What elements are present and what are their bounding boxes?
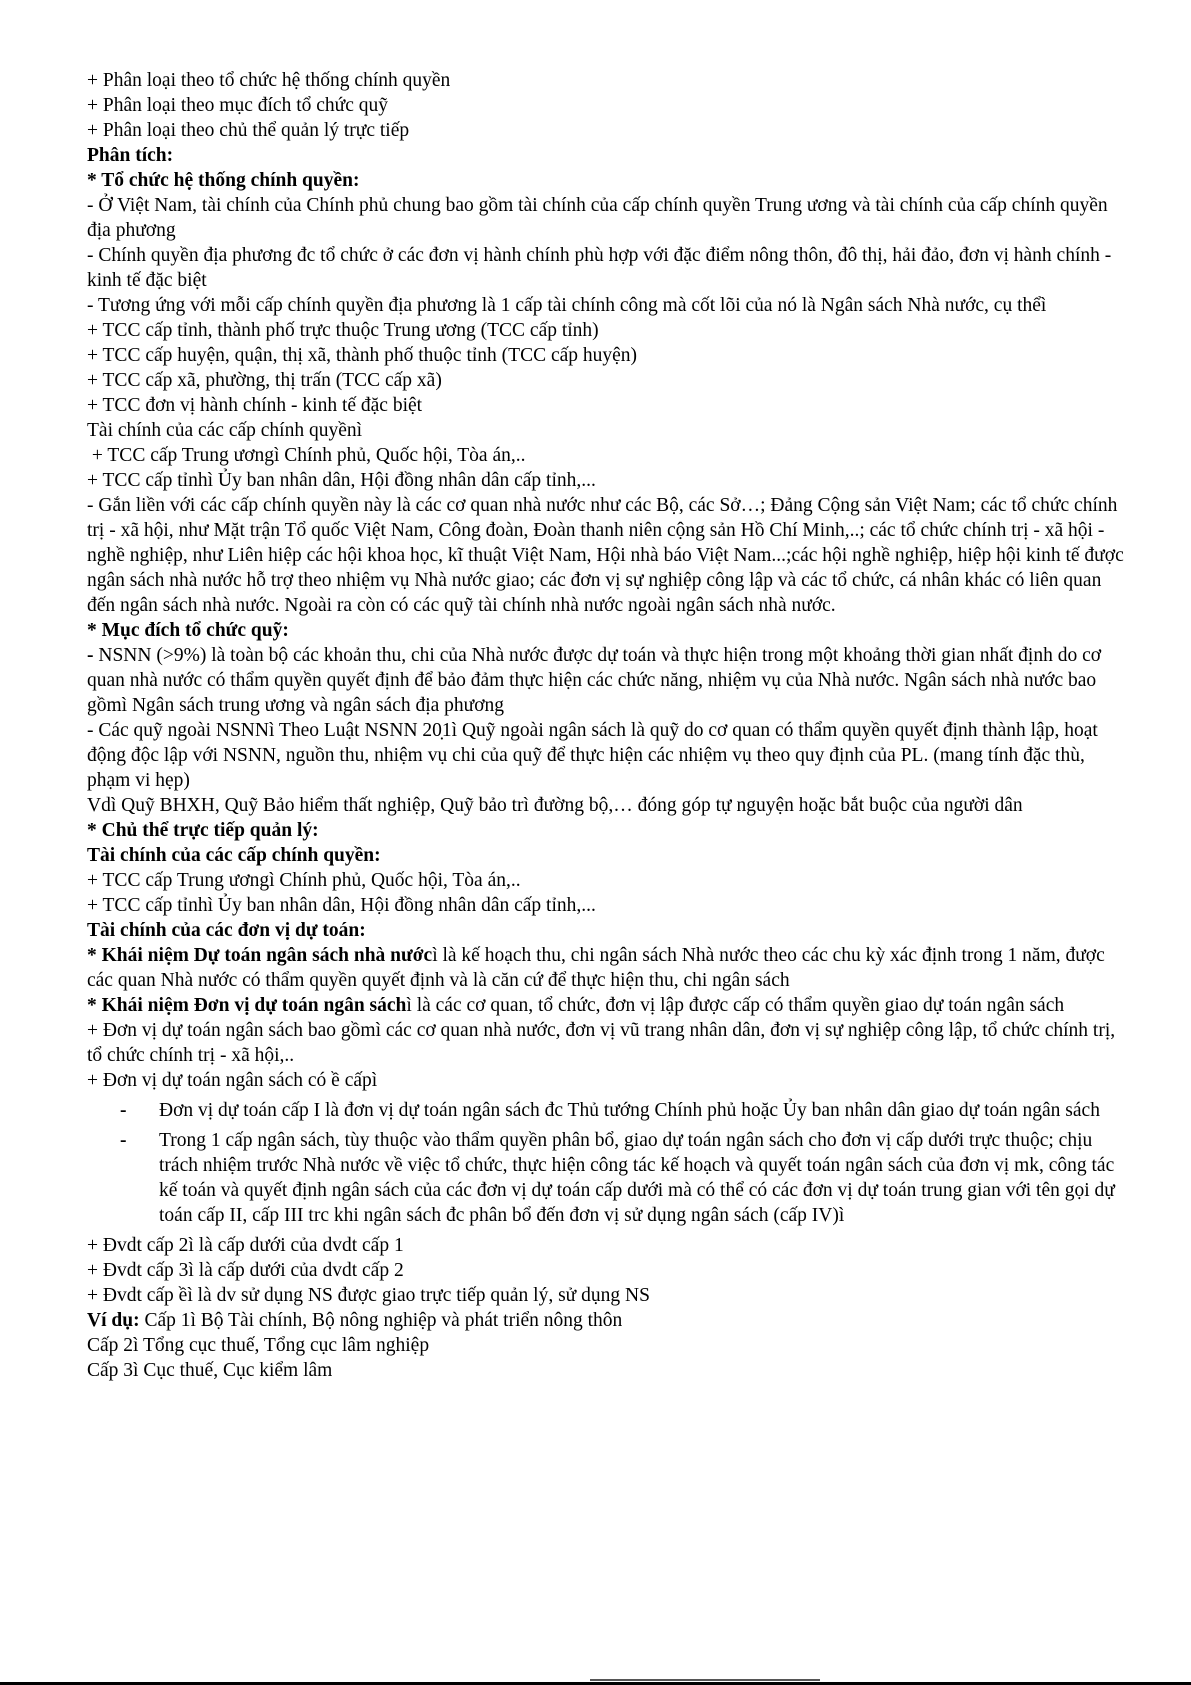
list-item: + Đvdt cấp 3ì là cấp dưới của dvdt cấp 2 [87, 1260, 404, 1281]
example-line: Cấp 2ì Tổng cục thuế, Tổng cục lâm nghiệp [87, 1335, 430, 1356]
paragraph-text: ì là kế hoạch thu, chi ngân sách Nhà nước theo các chu kỳ xác định trong 1 năm, được các quan Nhà nước có thẩm quyền quyết định và là căn cứ để thực hiện thu, chi ngân sách [87, 945, 1105, 991]
section-heading: * Chủ thể trực tiếp quản lý: [87, 820, 319, 841]
list-item: + Đvdt cấp 2ì là cấp dưới của dvdt cấp 1 [87, 1235, 404, 1256]
example-line [87, 1308, 1127, 1333]
dash-list-item [87, 1098, 1127, 1123]
section-heading: * Mục đích tổ chức quỹ: [87, 620, 289, 641]
list-item: + Phân loại theo chủ thể quản lý trực tiếp [87, 120, 410, 141]
list-item: + TCC cấp tỉnh, thành phố trực thuộc Trung ương (TCC cấp tỉnh) [87, 320, 599, 341]
example-label: Ví dụ: [87, 1310, 140, 1331]
paragraph: Vdì Quỹ BHXH, Quỹ Bảo hiểm thất nghiệp, Quỹ bảo trì đường bộ,… đóng góp tự nguyện hoặc bắt buộc của người dân [87, 795, 1023, 816]
paragraph: - Ở Việt Nam, tài chính của Chính phủ chung bao gồm tài chính của cấp chính quyền Trung ương và tài chính của cấp chính quyền địa phương [87, 195, 1108, 241]
document-page [87, 68, 1127, 1383]
list-item: + TCC cấp tỉnhì Ủy ban nhân dân, Hội đồng nhân dân cấp tỉnh,... [87, 895, 596, 916]
paragraph: - Gắn liền với các cấp chính quyền này là các cơ quan nhà nước như các Bộ, các Sở…; Đảng Cộng sản Việt Nam; các tổ chức chính trị - xã hội, như Mặt trận Tổ quốc Việt Nam, Công đoàn, Đoàn thanh niên cộng sản Hồ Chí Minh,..; các tổ chức chính trị - xã hội - nghề nghiệp, như Liên hiệp các hội khoa học, kĩ thuật Việt Nam, Hội nhà báo Việt Nam...;các hội nghề nghiệp, hiệp hội kinh tế được ngân sách nhà nước hỗ trợ theo nhiệm vụ Nhà nước giao; các đơn vị sự nghiệp công lập và các tổ chức, cá nhân khác có liên quan đến ngân sách nhà nước. Ngoài ra còn có các quỹ tài chính nhà nước ngoài ngân sách nhà nước. [87, 495, 1124, 616]
paragraph: - Tương ứng với mỗi cấp chính quyền địa phương là 1 cấp tài chính công mà cốt lõi của nó là Ngân sách Nhà nước, cụ thểì [87, 295, 1047, 316]
paragraph [87, 643, 1127, 718]
list-item: + Phân loại theo tổ chức hệ thống chính quyền [87, 70, 451, 91]
dash-item-text: Trong 1 cấp ngân sách, tùy thuộc vào thẩm quyền phân bổ, giao dự toán ngân sách cho đơn vị cấp dưới trực thuộc; chịu trách nhiệm trước Nhà nước về việc tổ chức, thực hiện công tác kế hoạch và quyết toán ngân sách của đơn vị mk, công tác kế toán và quyết định ngân sách của các đơn vị dự toán cấp dưới mà có thể có các đơn vị dự toán trung gian với tên gọi dự toán cấp II, cấp III trc khi ngân sách đc phân bổ đến đơn vị sử dụng ngân sách (cấp IV)ì [159, 1130, 1115, 1226]
list-item: + TCC cấp huyện, quận, thị xã, thành phố thuộc tỉnh (TCC cấp huyện) [87, 345, 638, 366]
section-heading: * Tổ chức hệ thống chính quyền: [87, 170, 360, 191]
list-item: + TCC đơn vị hành chính - kinh tế đặc biệt [87, 395, 423, 416]
dash-item-text: Đơn vị dự toán cấp I là đơn vị dự toán ngân sách đc Thủ tướng Chính phủ hoặc Ủy ban nhân dân giao dự toán ngân sách [159, 1100, 1100, 1121]
subsection-heading: Tài chính của các đơn vị dự toán: [87, 920, 366, 941]
list-item: + TCC cấp tỉnhì Ủy ban nhân dân, Hội đồng nhân dân cấp tỉnh,... [87, 470, 596, 491]
list-item: + Phân loại theo mục đích tổ chức quỹ [87, 95, 389, 116]
list-item: + TCC cấp Trung ươngì Chính phủ, Quốc hội, Tòa án,.. [87, 445, 526, 466]
paragraph: - Chính quyền địa phương đc tổ chức ở các đơn vị hành chính phù hợp với đặc điểm nông thôn, đô thị, hải đảo, đơn vị hành chính - kinh tế đặc biệt [87, 245, 1112, 291]
subsection-heading: Tài chính của các cấp chính quyền: [87, 845, 381, 866]
dash-bullet: - [120, 1100, 127, 1121]
paragraph [87, 943, 1127, 993]
section-heading: Phân tích: [87, 145, 174, 166]
list-item: + Đơn vị dự toán ngân sách có ề cấpì [87, 1070, 378, 1091]
paragraph: - Các quỹ ngoài NSNNì Theo Luật NSNN 20̣1ì Quỹ ngoài ngân sách là quỹ do cơ quan có thẩm quyền quyết định thành lập, hoạt động độc lập với NSNN, nguồn thu, nhiệm vụ chi của quỹ để thực hiện các nhiệm vụ theo quy định của PL. (mang tính đặc thù, phạm vi hẹp) [87, 720, 1098, 791]
term-label: * Khái niệm Đơn vị dự toán ngân sách [87, 995, 407, 1016]
paragraph: Tài chính của các cấp chính quyềnì [87, 420, 363, 441]
example-text: Cấp 1ì Bộ Tài chính, Bộ nông nghiệp và phát triển nông thôn [139, 1310, 623, 1331]
list-item: + Đvdt cấp ềì là dv sử dụng NS được giao trực tiếp quản lý, sử dụng NS [87, 1285, 650, 1306]
list-item: + Đơn vị dự toán ngân sách bao gồmì các cơ quan nhà nước, đơn vị vũ trang nhân dân, đơn vị sự nghiệp công lập, tổ chức chính trị, tổ chức chính trị - xã hội,.. [87, 1020, 1116, 1066]
list-item: + TCC cấp xã, phường, thị trấn (TCC cấp xã) [87, 370, 442, 391]
paragraph [87, 993, 1127, 1018]
bold-dash: - [87, 645, 99, 666]
page-bottom-mark [590, 1679, 820, 1681]
term-label: * Khái niệm Dự toán ngân sách nhà nước [87, 945, 433, 966]
dash-bullet: - [120, 1130, 127, 1151]
paragraph-text: ì là các cơ quan, tổ chức, đơn vị lập được cấp có thẩm quyền giao dự toán ngân sách [406, 995, 1065, 1016]
paragraph-text: NSNN (>9%) là toàn bộ các khoản thu, chi của Nhà nước được dự toán và thực hiện trong một khoảng thời gian nhất định do cơ quan nhà nước có thẩm quyền quyết định để bảo đảm thực hiện các chức năng, nhiệm vụ của Nhà nước. Ngân sách nhà nước bao gồmì Ngân sách trung ương và ngân sách địa phương [87, 645, 1102, 716]
example-line: Cấp 3ì Cục thuế, Cục kiểm lâm [87, 1360, 333, 1381]
dash-list-item [87, 1128, 1127, 1228]
list-item: + TCC cấp Trung ươngì Chính phủ, Quốc hội, Tòa án,.. [87, 870, 521, 891]
